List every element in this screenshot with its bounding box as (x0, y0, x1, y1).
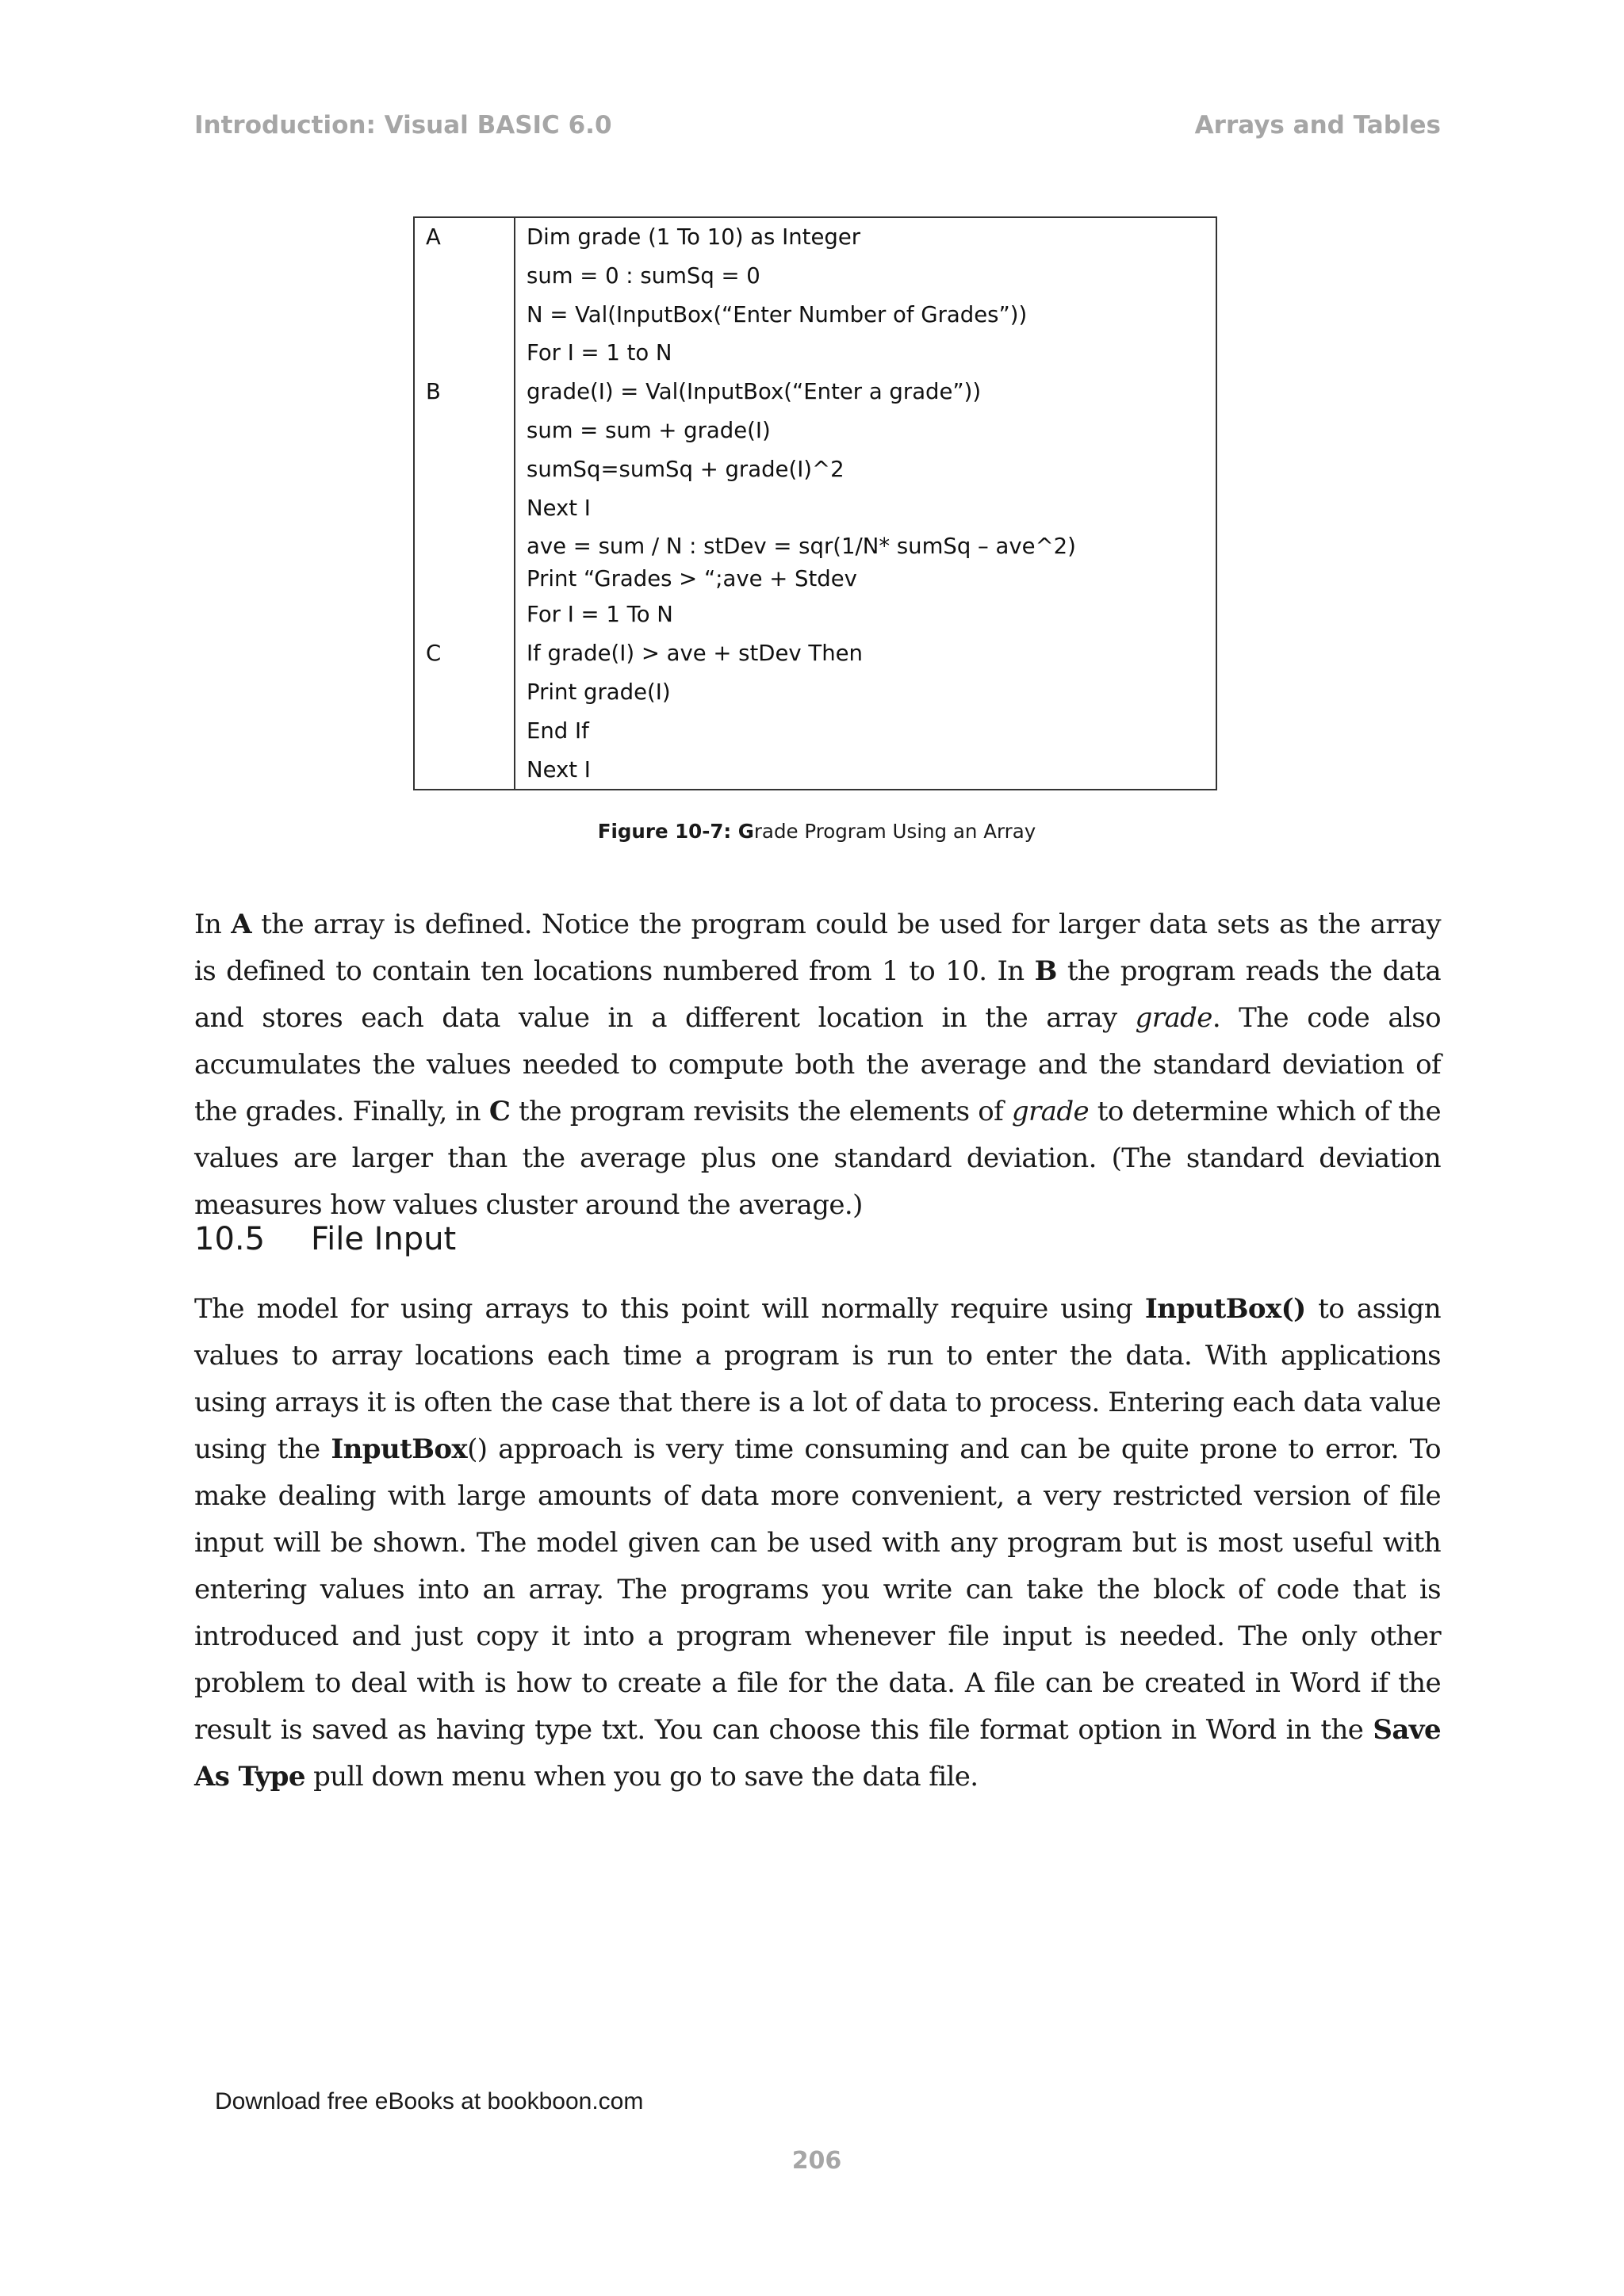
code-label (414, 751, 515, 790)
code-line: grade(I) = Val(InputBox(“Enter a grade”)) (527, 379, 982, 405)
code-row (414, 373, 1216, 411)
code-line: N = Val(InputBox(“Enter Number of Grades”)) (527, 301, 1028, 327)
bold-label: B (1034, 955, 1057, 987)
code-line: Print “Grades > “;ave + Stdev (527, 566, 857, 592)
figure-caption (0, 820, 1624, 843)
code-label (414, 257, 515, 296)
text-run: In (194, 909, 232, 940)
code-row (414, 673, 1216, 712)
code-row (414, 712, 1216, 751)
code-label: A (414, 217, 515, 257)
code-line: If grade(I) > ave + stDev Then (527, 641, 863, 667)
code-line: sumSq=sumSq + grade(I)^2 (527, 456, 845, 482)
code-table (413, 216, 1217, 790)
code-label (414, 527, 515, 595)
code-line: End If (527, 718, 589, 744)
code-row (414, 595, 1216, 634)
text-run: to determine which of the values are larger than the average plus one standard deviation. (The standard deviation measures how values cluster around the average.) (194, 1096, 1441, 1221)
caption-label: Figure 10-7: G (597, 820, 754, 843)
paragraph-file-input (194, 1286, 1441, 1800)
code-row (414, 257, 1216, 296)
text-run: . The code also accumulates the values needed to compute both the average and the standard deviation of the grades. Finally, in (194, 1002, 1441, 1127)
text-run: pull down menu when you go to save the data file. (304, 1761, 979, 1793)
paragraph-array-explanation (194, 901, 1441, 1229)
code-row (414, 411, 1216, 450)
text-run: () approach is very time consuming and can be quite prone to error. To make dealing with large amounts of data more convenient, a very restricted version of file input will be shown. The model given can be used with any program but is most useful with entering values into an array. The programs you write can take the block of code that is introduced and just copy it into a program whenever file input is needed. The only other problem to deal with is how to create a file for the data. A file can be created in Word if the result is saved as having type txt. You can choose this file format option in Word in the (194, 1433, 1441, 1746)
section-title: File Input (311, 1221, 457, 1257)
code-line: Next I (527, 495, 591, 521)
code-label (414, 712, 515, 751)
code-row (414, 489, 1216, 528)
code-label (414, 595, 515, 634)
header-chapter-title: Arrays and Tables (1194, 111, 1441, 140)
code-line: Dim grade (1 To 10) as Integer (527, 224, 861, 250)
code-row (414, 634, 1216, 673)
code-line-double (515, 527, 1216, 595)
code-row (414, 527, 1216, 595)
bold-label: A (231, 909, 252, 940)
code-label (414, 334, 515, 373)
code-label: C (414, 634, 515, 673)
caption-text: rade Program Using an Array (753, 820, 1036, 843)
code-line: For I = 1 to N (527, 340, 672, 366)
code-line: Next I (527, 756, 591, 783)
code-row (414, 217, 1216, 257)
text-run: the array is defined. Notice the program could be used for larger data sets as the array is defined to contain ten locations numbered from 1 to 10. In (194, 909, 1441, 987)
code-label (414, 450, 515, 489)
bold-term: InputBox() (1144, 1293, 1306, 1325)
code-row (414, 296, 1216, 335)
italic-term: grade (1011, 1096, 1090, 1127)
code-row (414, 450, 1216, 489)
section-number: 10.5 (194, 1221, 266, 1257)
text-run: the program revisits the elements of (510, 1096, 1012, 1127)
code-label (414, 489, 515, 528)
text-run: to assign values to array locations each time a program is run to enter the data. With applications using arrays it is often the case that there is a lot of data to process. Entering each data value using the (194, 1293, 1442, 1465)
code-line: ave = sum / N : stDev = sqr(1/N* sumSq – ave^2) (527, 534, 1076, 560)
page-number: 206 (791, 2147, 842, 2175)
bold-term: InputBox (331, 1433, 468, 1465)
bold-label: C (488, 1096, 511, 1127)
code-line: Print grade(I) (527, 679, 671, 705)
header-book-title: Introduction: Visual BASIC 6.0 (194, 111, 612, 140)
code-row (414, 751, 1216, 790)
text-run: The model for using arrays to this point will normally require using (194, 1293, 1145, 1325)
code-line: For I = 1 To N (527, 602, 673, 628)
italic-term: grade (1135, 1002, 1212, 1034)
section-heading (194, 1221, 456, 1257)
code-line: sum = sum + grade(I) (527, 417, 771, 443)
code-label: B (414, 373, 515, 411)
text-run: the program reads the data and stores each data value in a different location in the array (194, 955, 1442, 1034)
bold-term: Save As Type (194, 1714, 1441, 1793)
code-label (414, 411, 515, 450)
code-label (414, 296, 515, 335)
download-footer-link[interactable]: Download free eBooks at bookboon.com (215, 2088, 644, 2114)
code-row (414, 334, 1216, 373)
code-label (414, 673, 515, 712)
code-line: sum = 0 : sumSq = 0 (527, 262, 760, 289)
